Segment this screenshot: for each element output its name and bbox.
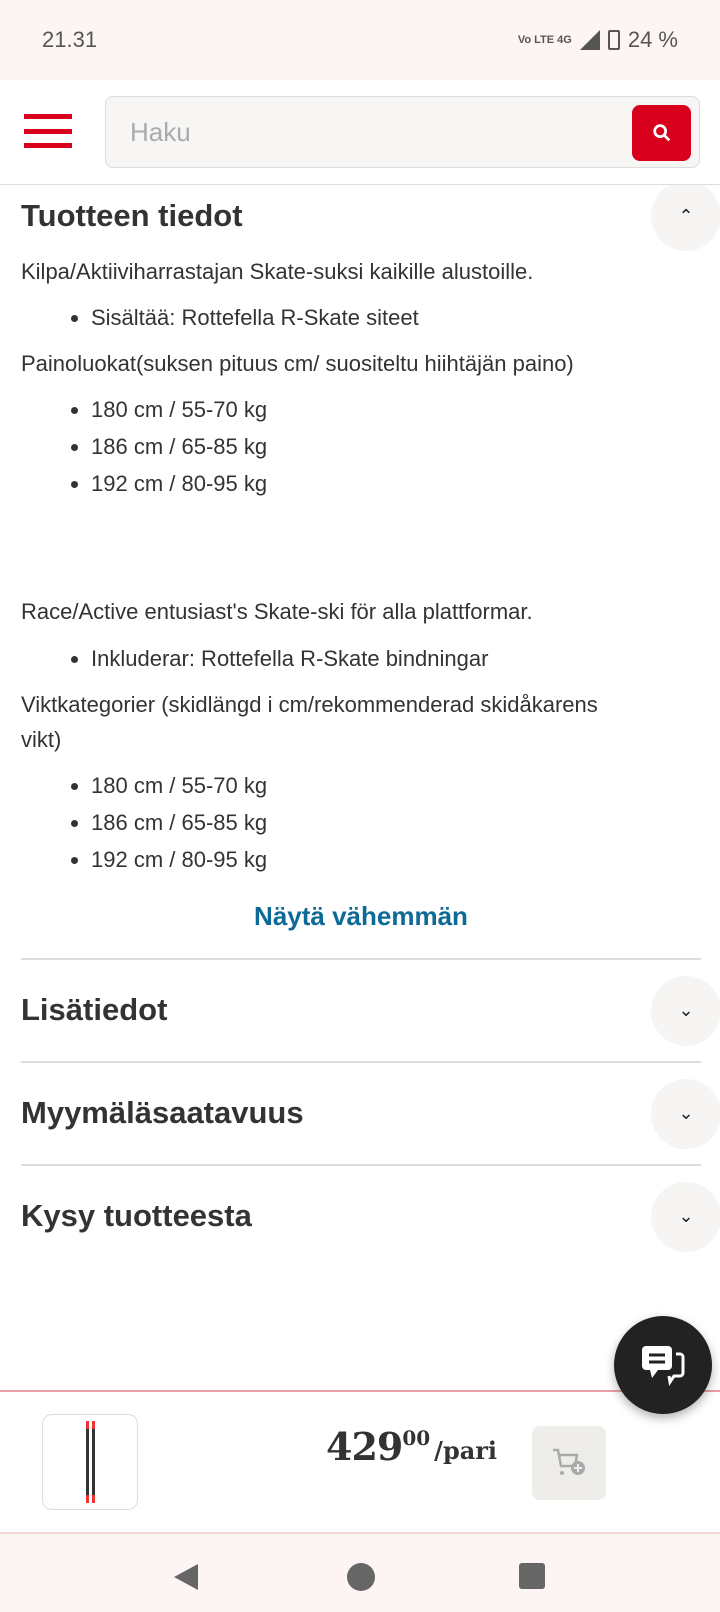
signal-icon xyxy=(580,30,600,50)
chevron-down-icon[interactable]: ⌄ xyxy=(651,1182,720,1252)
price-cents: 00 xyxy=(402,1426,431,1450)
section-lisatiedot[interactable] xyxy=(21,958,701,1061)
section-title: Kysy tuotteesta xyxy=(21,1198,252,1234)
chat-button[interactable] xyxy=(614,1316,712,1414)
site-header xyxy=(0,80,720,185)
fi-include-item: • Sisältää: Rottefella R-Skate siteet xyxy=(91,299,701,336)
status-icons xyxy=(518,27,678,53)
price xyxy=(326,1424,497,1469)
fi-weight-item: • 180 cm / 55-70 kg xyxy=(91,391,701,428)
sv-intro: Race/Active entusiast's Skate-ski för alla plattformar. xyxy=(21,599,533,625)
add-to-cart-button[interactable] xyxy=(532,1426,606,1500)
battery-icon xyxy=(608,30,620,50)
fi-weight-title: Painoluokat(suksen pituus cm/ suositeltu hiihtäjän paino) xyxy=(21,351,574,377)
chevron-down-icon[interactable]: ⌄ xyxy=(651,1079,720,1149)
section-title: Myymäläsaatavuus xyxy=(21,1095,304,1131)
sv-weight-item: • 192 cm / 80-95 kg xyxy=(91,841,701,878)
status-bar xyxy=(0,0,720,80)
recents-icon[interactable] xyxy=(518,1562,546,1590)
search-input[interactable] xyxy=(106,97,586,167)
chevron-up-icon[interactable]: ⌃ xyxy=(651,181,720,251)
battery-percent: 24 % xyxy=(627,27,678,52)
sv-weight-item: • 180 cm / 55-70 kg xyxy=(91,767,701,804)
search-box xyxy=(105,96,700,168)
product-thumbnail[interactable] xyxy=(42,1414,138,1510)
chat-icon xyxy=(638,1342,688,1388)
section-myymalasaatavuus[interactable] xyxy=(21,1061,701,1164)
cart-add-icon xyxy=(551,1447,587,1479)
hamburger-menu-icon[interactable] xyxy=(24,114,72,148)
price-unit: /pari xyxy=(434,1436,498,1465)
fi-weight-item: • 192 cm / 80-95 kg xyxy=(91,465,701,502)
section-title: Lisätiedot xyxy=(21,992,168,1028)
search-button[interactable] xyxy=(632,105,691,161)
sv-include-item: • Inkluderar: Rottefella R-Skate bindningar xyxy=(91,640,701,677)
product-info-title: Tuotteen tiedot xyxy=(21,198,243,234)
search-icon xyxy=(651,122,673,144)
home-icon[interactable] xyxy=(346,1562,376,1592)
sv-weight-item: • 186 cm / 65-85 kg xyxy=(91,804,701,841)
fi-intro: Kilpa/Aktiiviharrastajan Skate-suksi kaikille alustoille. xyxy=(21,259,534,284)
price-main: 429 xyxy=(326,1424,403,1469)
back-icon[interactable] xyxy=(172,1562,200,1592)
show-less-link[interactable]: Näytä vähemmän xyxy=(254,900,468,931)
sticky-buy-bar xyxy=(0,1390,720,1532)
status-time: 21.31 xyxy=(42,27,98,52)
network-label: Vo LTE 4G xyxy=(517,33,572,46)
product-content xyxy=(21,188,701,1267)
chevron-down-icon[interactable]: ⌄ xyxy=(651,976,720,1046)
section-kysy-tuotteesta[interactable] xyxy=(21,1164,701,1267)
fi-weight-item: • 186 cm / 65-85 kg xyxy=(91,428,701,465)
android-nav-bar xyxy=(0,1532,720,1612)
sv-weight-title: Viktkategorier (skidlängd i cm/rekommenderad skidåkarens vikt) xyxy=(21,691,598,752)
product-info-header[interactable] xyxy=(21,188,701,244)
